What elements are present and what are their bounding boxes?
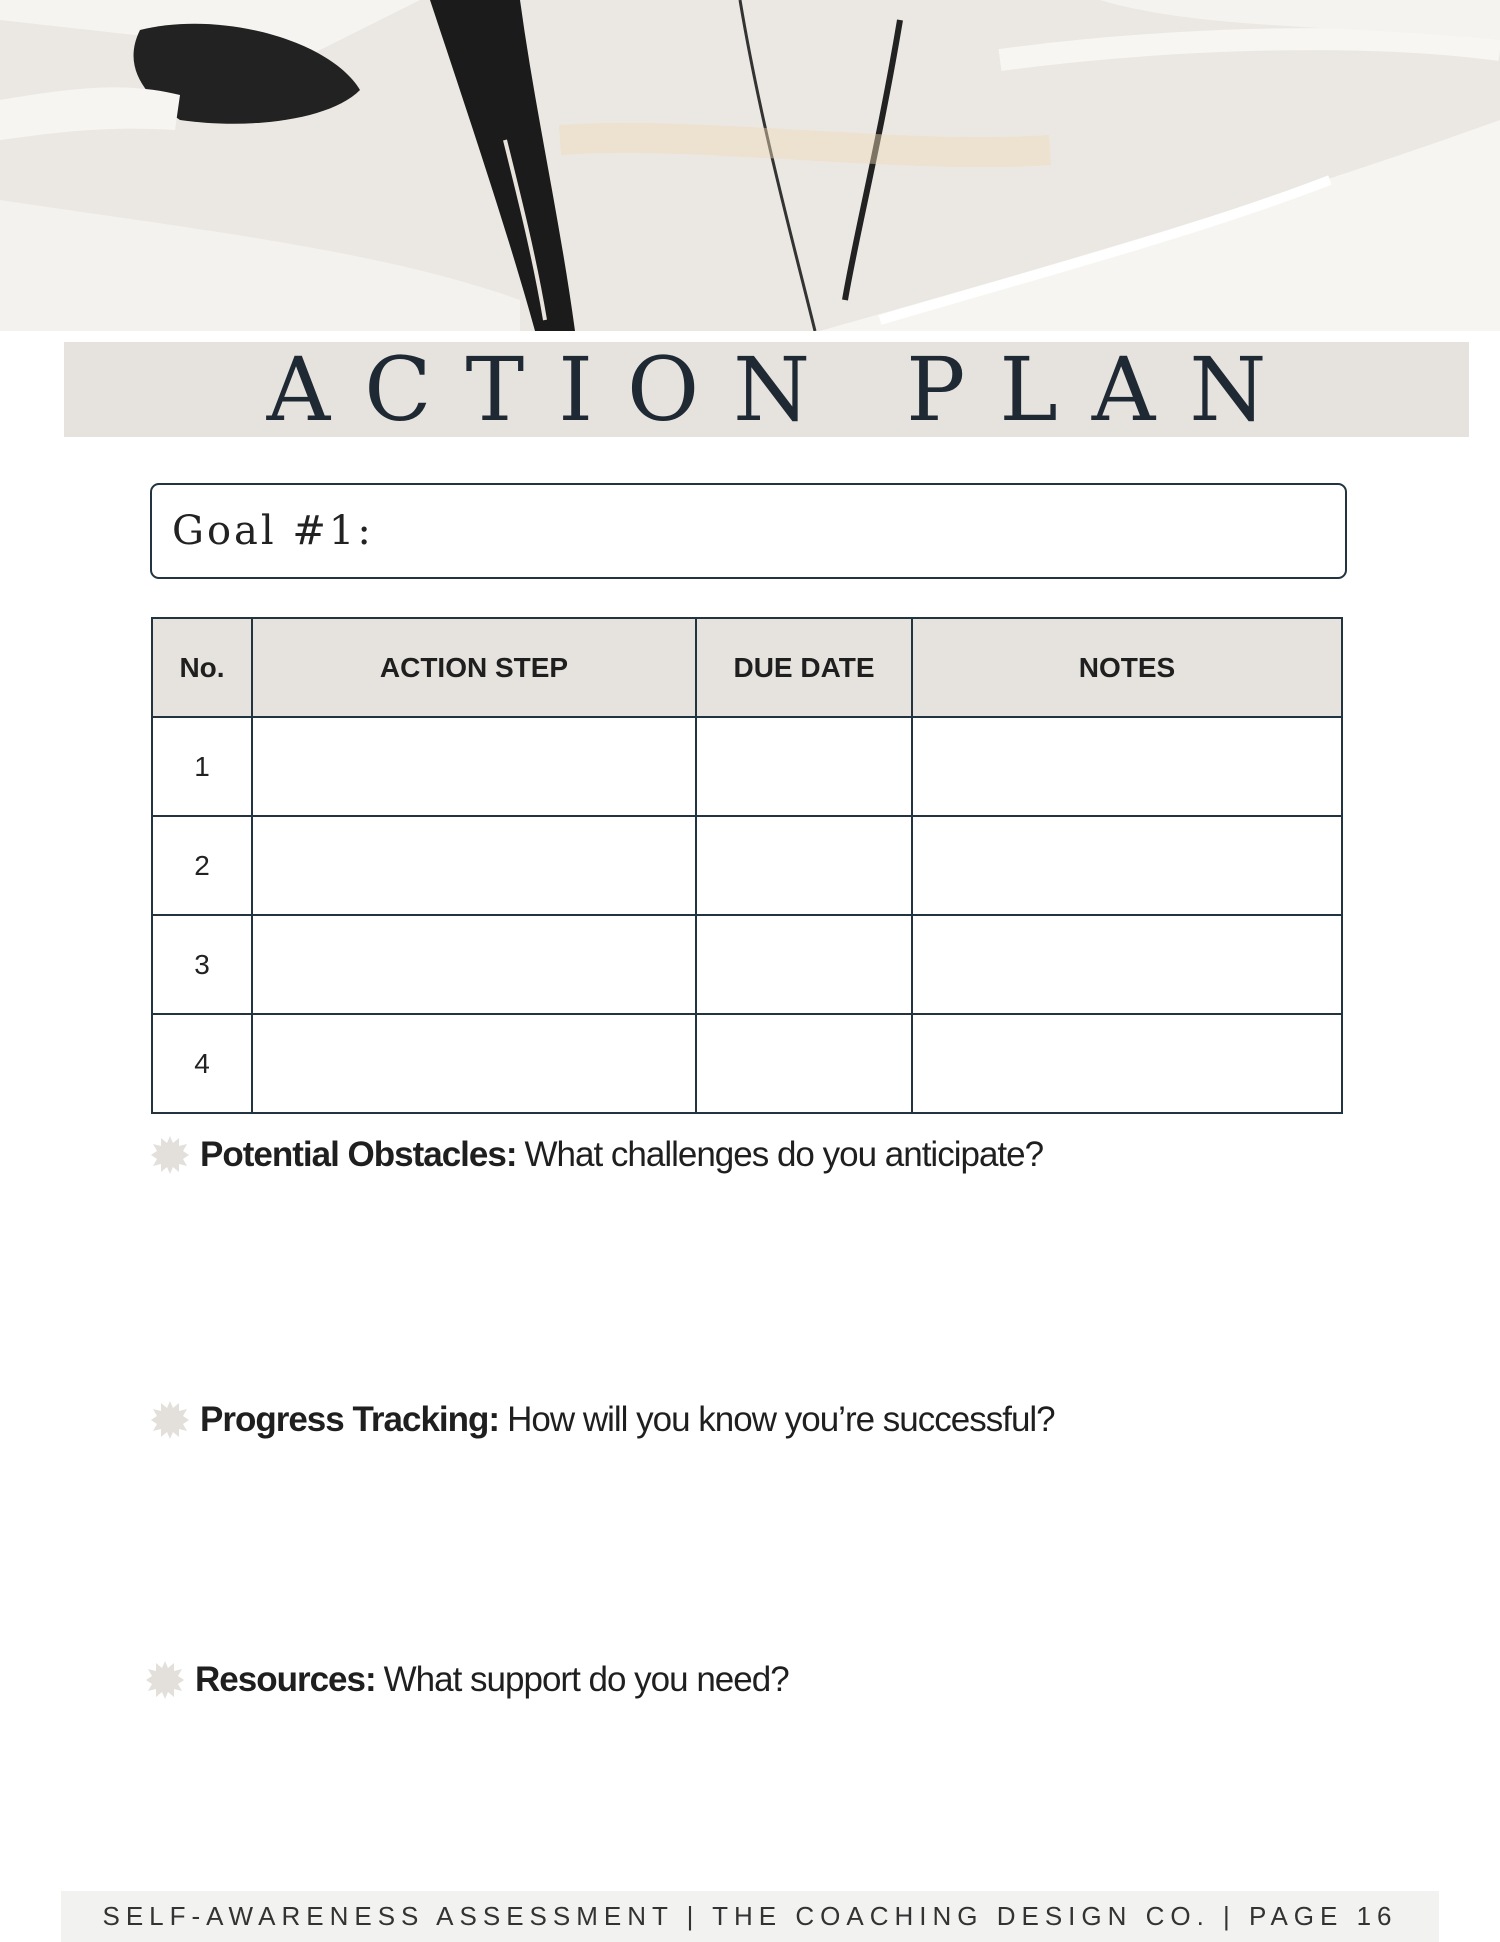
- starburst-bullet-icon: [145, 1660, 185, 1700]
- footer-text: SELF-AWARENESS ASSESSMENT | THE COACHING DESIGN CO. | PAGE 16: [102, 1901, 1398, 1931]
- row-number: 1: [152, 717, 252, 816]
- header-artwork: [0, 0, 1500, 331]
- notes-cell[interactable]: [912, 717, 1342, 816]
- prompt-label: Progress Tracking:: [200, 1400, 500, 1439]
- goal-field[interactable]: [150, 483, 1347, 579]
- prompt-resources: [145, 1660, 789, 1700]
- page-title: ACTION PLAN: [266, 338, 1301, 441]
- due-date-cell[interactable]: [696, 915, 912, 1014]
- action-plan-table: [151, 617, 1343, 1114]
- row-number: 4: [152, 1014, 252, 1113]
- table-row: [152, 816, 1342, 915]
- row-number: 3: [152, 915, 252, 1014]
- table-row: [152, 915, 1342, 1014]
- action-step-cell[interactable]: [252, 816, 696, 915]
- notes-cell[interactable]: [912, 816, 1342, 915]
- column-header-no: No.: [152, 618, 252, 717]
- table-row: [152, 717, 1342, 816]
- starburst-bullet-icon: [150, 1135, 190, 1175]
- action-step-cell[interactable]: [252, 1014, 696, 1113]
- prompt-question: What challenges do you anticipate?: [524, 1135, 1044, 1174]
- table-header-row: [152, 618, 1342, 717]
- row-number: 2: [152, 816, 252, 915]
- goal-label: Goal #1:: [172, 508, 374, 554]
- prompt-question: How will you know you’re successful?: [507, 1400, 1055, 1439]
- column-header-due-date: DUE DATE: [696, 618, 912, 717]
- prompt-question: What support do you need?: [383, 1660, 789, 1699]
- due-date-cell[interactable]: [696, 816, 912, 915]
- column-header-notes: NOTES: [912, 618, 1342, 717]
- due-date-cell[interactable]: [696, 1014, 912, 1113]
- page-footer: [61, 1891, 1439, 1942]
- prompt-progress-tracking: [150, 1400, 1055, 1440]
- due-date-cell[interactable]: [696, 717, 912, 816]
- notes-cell[interactable]: [912, 1014, 1342, 1113]
- notes-cell[interactable]: [912, 915, 1342, 1014]
- prompt-label: Resources:: [195, 1660, 376, 1699]
- starburst-bullet-icon: [150, 1400, 190, 1440]
- prompt-potential-obstacles: [150, 1135, 1043, 1175]
- action-step-cell[interactable]: [252, 915, 696, 1014]
- prompt-label: Potential Obstacles:: [200, 1135, 517, 1174]
- title-banner: [64, 338, 1469, 441]
- column-header-action-step: ACTION STEP: [252, 618, 696, 717]
- table-row: [152, 1014, 1342, 1113]
- action-step-cell[interactable]: [252, 717, 696, 816]
